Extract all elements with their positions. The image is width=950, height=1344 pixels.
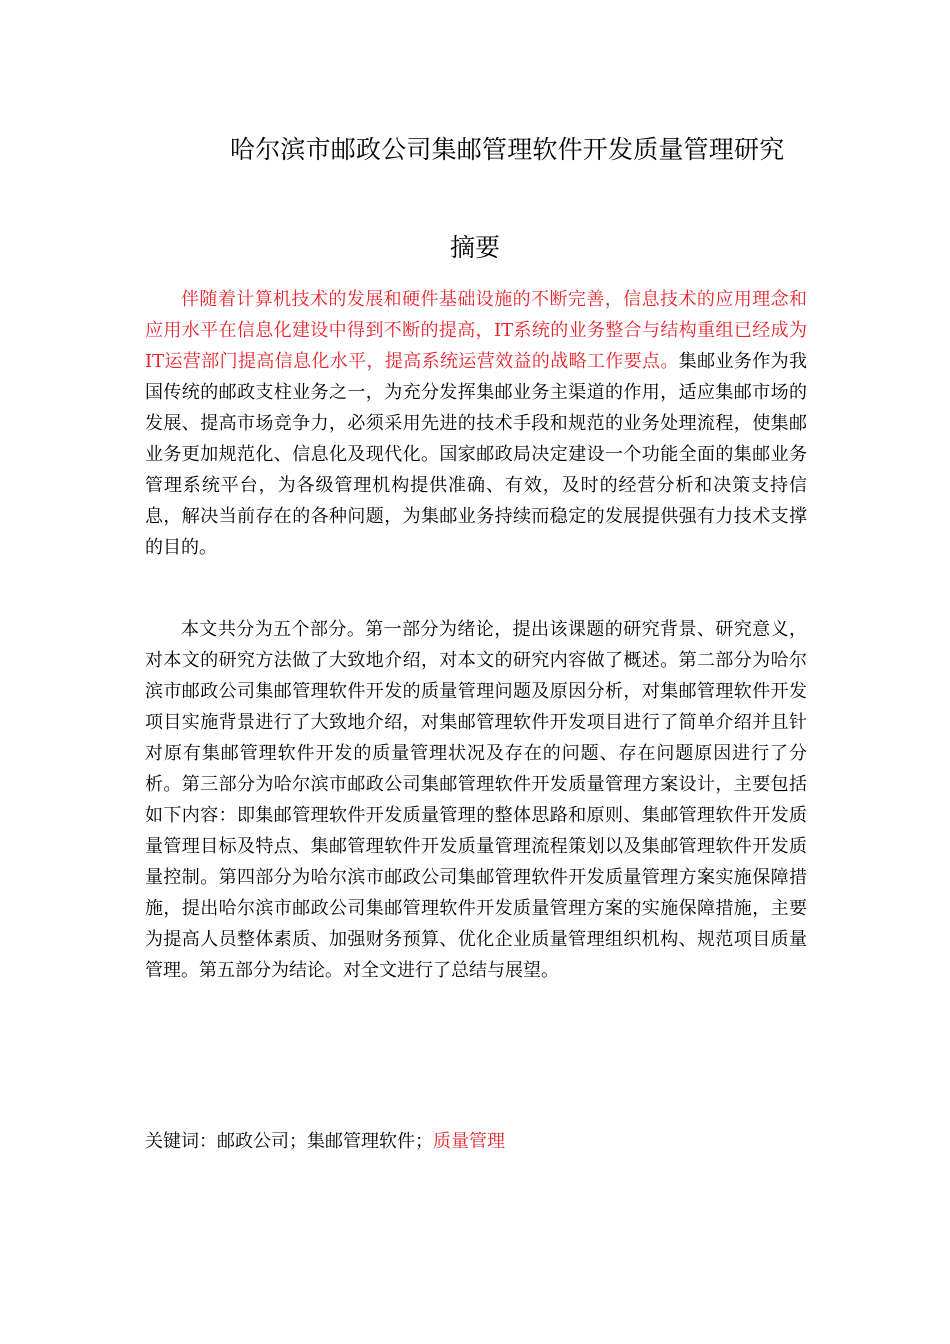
keyword-item: 集邮管理软件；	[307, 1131, 433, 1152]
abstract-heading: 摘要	[449, 233, 500, 262]
keyword-item-highlighted: 质量管理	[433, 1131, 505, 1152]
highlighted-text: 伴随着计算机技术的发展和硬件基础设施的不断完善，信息技术的应用理念和应用水平在信息化建设中得到不断的提高，IT系统的业务整合与结构重组已经成为IT运营部门提高信息化水平，提高系统运营效益的战略工作要点。	[145, 289, 807, 372]
abstract-paragraph-2: 本文共分为五个部分。第一部分为绪论，提出该课题的研究背景、研究意义，对本文的研究方法做了大致地介绍，对本文的研究内容做了概述。第二部分为哈尔滨市邮政公司集邮管理软件开发的质量管理问题及原因分析，对集邮管理软件开发项目实施背景进行了大致地介绍，对集邮管理软件开发项目进行了简单介绍并且针对原有集邮管理软件开发的质量管理状况及存在的问题、存在问题原因进行了分析。第三部分为哈尔滨市邮政公司集邮管理软件开发质量管理方案设计，主要包括如下内容：即集邮管理软件开发质量管理的整体思路和原则、集邮管理软件开发质量管理目标及特点、集邮管理软件开发质量管理流程策划以及集邮管理软件开发质量控制。第四部分为哈尔滨市邮政公司集邮管理软件开发质量管理方案实施保障措施，提出哈尔滨市邮政公司集邮管理软件开发质量管理方案的实施保障措施，主要为提高人员整体素质、加强财务预算、优化企业质量管理组织机构、规范项目质量管理。第五部分为结论。对全文进行了总结与展望。	[145, 619, 807, 981]
keywords-line	[145, 1128, 505, 1156]
keywords-label: 关键词：	[145, 1131, 217, 1152]
keyword-item: 邮政公司；	[217, 1131, 307, 1152]
paragraph-text: 集邮业务作为我国传统的邮政支柱业务之一，为充分发挥集邮业务主渠道的作用，适应集邮市场的发展、提高市场竞争力，必须采用先进的技术手段和规范的业务处理流程，使集邮业务更加规范化、信息化及现代化。国家邮政局决定建设一个功能全面的集邮业务管理系统平台，为各级管理机构提供准确、有效，及时的经营分析和决策支持信息，解决当前存在的各种问题，为集邮业务持续而稳定的发展提供强有力技术支撑的目的。	[145, 351, 807, 558]
abstract-paragraph-1	[145, 284, 807, 563]
document-title: 哈尔滨市邮政公司集邮管理软件开发质量管理研究	[230, 135, 785, 164]
